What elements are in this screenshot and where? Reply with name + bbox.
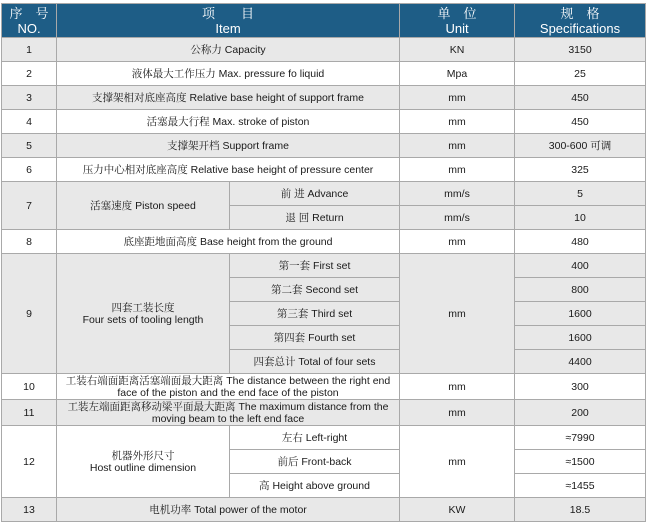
row-item: 底座距地面高度 Base height from the ground [57,230,400,254]
row-spec: 800 [515,278,646,302]
row-no: 2 [2,62,57,86]
table-row [2,110,646,134]
row-no: 12 [2,426,57,498]
row-unit: mm [400,86,515,110]
table-row [2,134,646,158]
row-subitem: 高 Height above ground [230,474,400,498]
row-item: 活塞速度 Piston speed [57,182,230,230]
row-item [57,374,400,400]
row-item-line2: moving beam to the left end face [151,412,305,425]
row-unit: mm [400,426,515,498]
row-spec: 10 [515,206,646,230]
row-subitem: 第二套 Second set [230,278,400,302]
specifications-table [1,3,646,522]
row-no: 8 [2,230,57,254]
row-item [57,254,230,374]
row-no: 13 [2,498,57,522]
row-unit: mm [400,374,515,400]
row-unit: mm [400,110,515,134]
header-spec: 规 格 Specifications [515,4,646,38]
row-spec: 18.5 [515,498,646,522]
row-subitem: 第一套 First set [230,254,400,278]
row-spec: 300 [515,374,646,400]
row-spec: 450 [515,110,646,134]
table-row [2,426,646,450]
row-no: 7 [2,182,57,230]
row-spec: 300-600 可调 [515,134,646,158]
table-row [2,158,646,182]
row-unit: KW [400,498,515,522]
row-subitem: 四套总计 Total of four sets [230,350,400,374]
row-spec: 25 [515,62,646,86]
table-row [2,498,646,522]
row-item-en: Host outline dimension [89,461,197,474]
row-subitem: 前后 Front-back [230,450,400,474]
row-spec: 400 [515,254,646,278]
row-unit: mm [400,400,515,426]
row-spec: 1600 [515,302,646,326]
row-spec: 3150 [515,38,646,62]
row-unit: Mpa [400,62,515,86]
row-spec: ≈1500 [515,450,646,474]
row-item-line2: face of the piston and the end face of the piston [117,386,339,399]
row-unit: KN [400,38,515,62]
table-row [2,38,646,62]
row-spec: 480 [515,230,646,254]
row-subitem: 左右 Left-right [230,426,400,450]
row-item: 公称力 Capacity [57,38,400,62]
row-spec: 325 [515,158,646,182]
row-item-line1: 工装左端面距离移动梁平面最大距离 The maximum distance from the [67,400,389,413]
header-unit: 单 位 Unit [400,4,515,38]
row-item-cn: 机器外形尺寸 [111,449,175,462]
row-no: 3 [2,86,57,110]
row-no: 9 [2,254,57,374]
row-item [57,426,230,498]
row-spec: 5 [515,182,646,206]
row-unit: mm [400,158,515,182]
row-unit: mm/s [400,182,515,206]
header-row [2,4,646,38]
row-unit: mm [400,254,515,374]
table-row [2,400,646,426]
row-spec: ≈7990 [515,426,646,450]
row-unit: mm/s [400,206,515,230]
row-item-cn: 四套工装长度 [111,301,175,314]
row-no: 11 [2,400,57,426]
table-row [2,86,646,110]
row-item: 电机功率 Total power of the motor [57,498,400,522]
row-item: 支撑架开档 Support frame [57,134,400,158]
row-subitem: 第三套 Third set [230,302,400,326]
row-spec: ≈1455 [515,474,646,498]
row-spec: 1600 [515,326,646,350]
row-no: 10 [2,374,57,400]
table-row [2,182,646,206]
row-item: 液体最大工作压力 Max. pressure fo liquid [57,62,400,86]
row-item: 压力中心相对底座高度 Relative base height of pressure center [57,158,400,182]
row-item [57,400,400,426]
row-no: 6 [2,158,57,182]
row-no: 4 [2,110,57,134]
row-unit: mm [400,230,515,254]
row-subitem: 第四套 Fourth set [230,326,400,350]
row-unit: mm [400,134,515,158]
row-item: 活塞最大行程 Max. stroke of piston [57,110,400,134]
row-item: 支撑架相对底座高度 Relative base height of support frame [57,86,400,110]
row-spec: 450 [515,86,646,110]
row-subitem: 退 回 Return [230,206,400,230]
row-spec: 4400 [515,350,646,374]
row-no: 5 [2,134,57,158]
row-subitem: 前 进 Advance [230,182,400,206]
table-row [2,230,646,254]
row-item-en: Four sets of tooling length [82,313,204,326]
header-no: 序 号 NO. [2,4,57,38]
row-spec: 200 [515,400,646,426]
row-item-line1: 工装右端面距离活塞端面最大距离 The distance between the right end [65,374,391,387]
table-row [2,374,646,400]
table-row [2,62,646,86]
header-item: 项 目 Item [57,4,400,38]
table-row [2,254,646,278]
row-no: 1 [2,38,57,62]
